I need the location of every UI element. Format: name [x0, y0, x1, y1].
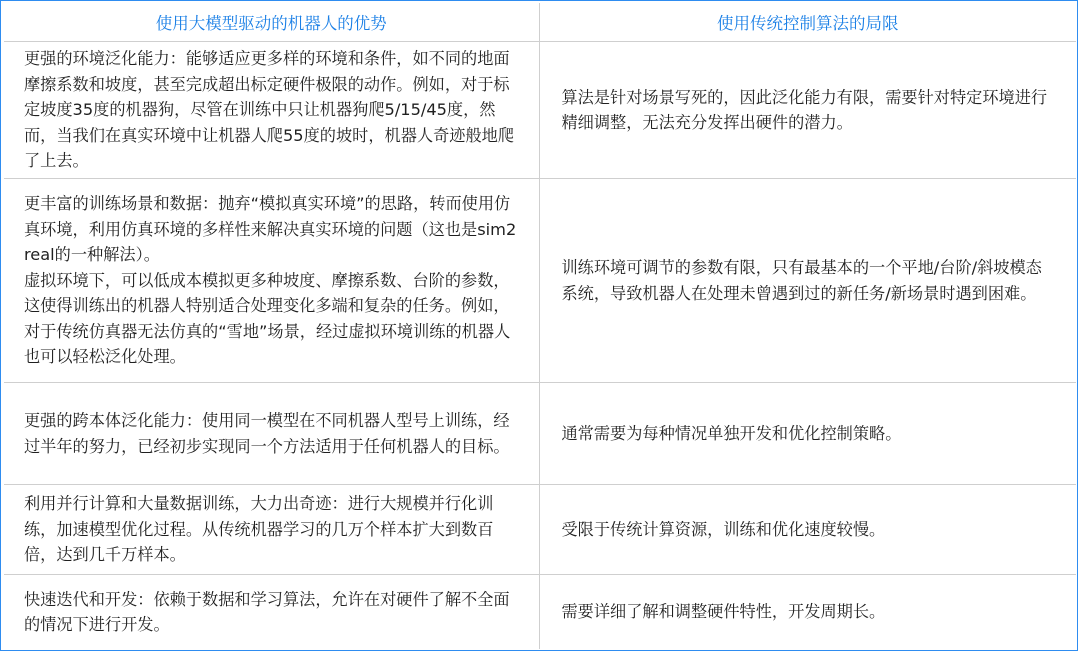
table-row: [4, 485, 1076, 575]
table-header-row: [4, 3, 1076, 42]
header-advantages: 使用大模型驱动的机器人的优势: [4, 3, 539, 42]
limitation-cell: [539, 179, 1076, 383]
limitation-cell: [539, 485, 1076, 575]
advantage-cell: [4, 383, 539, 485]
limitation-text: 需要详细了解和调整硬件特性，开发周期长。: [561, 602, 886, 622]
advantage-cell: [4, 485, 539, 575]
advantage-cell: [4, 179, 539, 383]
table-row: [4, 383, 1076, 485]
limitation-cell: [539, 42, 1076, 179]
table-row: [4, 179, 1076, 383]
limitation-text: 算法是针对场景写死的，因此泛化能力有限，需要针对特定环境进行精细调整，无法充分发挥出硬件的潜力。: [561, 87, 1048, 132]
limitation-text: 受限于传统计算资源，训练和优化速度较慢。: [561, 519, 886, 539]
limitation-text: 训练环境可调节的参数有限，只有最基本的一个平地/台阶/斜坡模态系统，导致机器人在处理未曾遇到过的新任务/新场景时遇到困难。: [561, 258, 1042, 303]
advantage-text: 更强的环境泛化能力：能够适应更多样的环境和条件，如不同的地面摩擦系数和坡度，甚至完成超出标定硬件极限的动作。例如，对于标定坡度35度的机器狗，尽管在训练中只让机器狗爬5/15/45度，然而，当我们在真实环境中让机器人爬55度的坡时，机器人奇迹般地爬了上去。: [24, 49, 515, 171]
advantage-cell: [4, 575, 539, 650]
advantage-text: 利用并行计算和大量数据训练，大力出奇迹：进行大规模并行化训练，加速模型优化过程。从传统机器学习的几万个样本扩大到数百倍，达到几千万样本。: [24, 494, 494, 565]
advantage-text: 快速迭代和开发：依赖于数据和学习算法，允许在对硬件了解不全面的情况下进行开发。: [24, 589, 510, 634]
table-row: [4, 575, 1076, 650]
limitation-text: 通常需要为每种情况单独开发和优化控制策略。: [561, 423, 902, 443]
advantage-text: 更丰富的训练场景和数据：抛弃“模拟真实环境”的思路，转而使用仿真环境，利用仿真环境的多样性来解决真实环境的问题（这也是sim2real的一种解法）。: [24, 194, 517, 265]
limitation-cell: [539, 575, 1076, 650]
table-row: [4, 42, 1076, 179]
header-limitations: 使用传统控制算法的局限: [539, 3, 1076, 42]
advantage-cell: [4, 42, 539, 179]
comparison-table: [4, 3, 1076, 649]
advantage-text: 虚拟环境下，可以低成本模拟更多种坡度、摩擦系数、台阶的参数，这使得训练出的机器人特别适合处理变化多端和复杂的任务。例如，对于传统仿真器无法仿真的“雪地”场景，经过虚拟环境训练的机器人也可以轻松泛化处理。: [24, 270, 511, 367]
advantage-text: 更强的跨本体泛化能力：使用同一模型在不同机器人型号上训练，经过半年的努力，已经初步实现同一个方法适用于任何机器人的目标。: [24, 411, 510, 456]
limitation-cell: [539, 383, 1076, 485]
